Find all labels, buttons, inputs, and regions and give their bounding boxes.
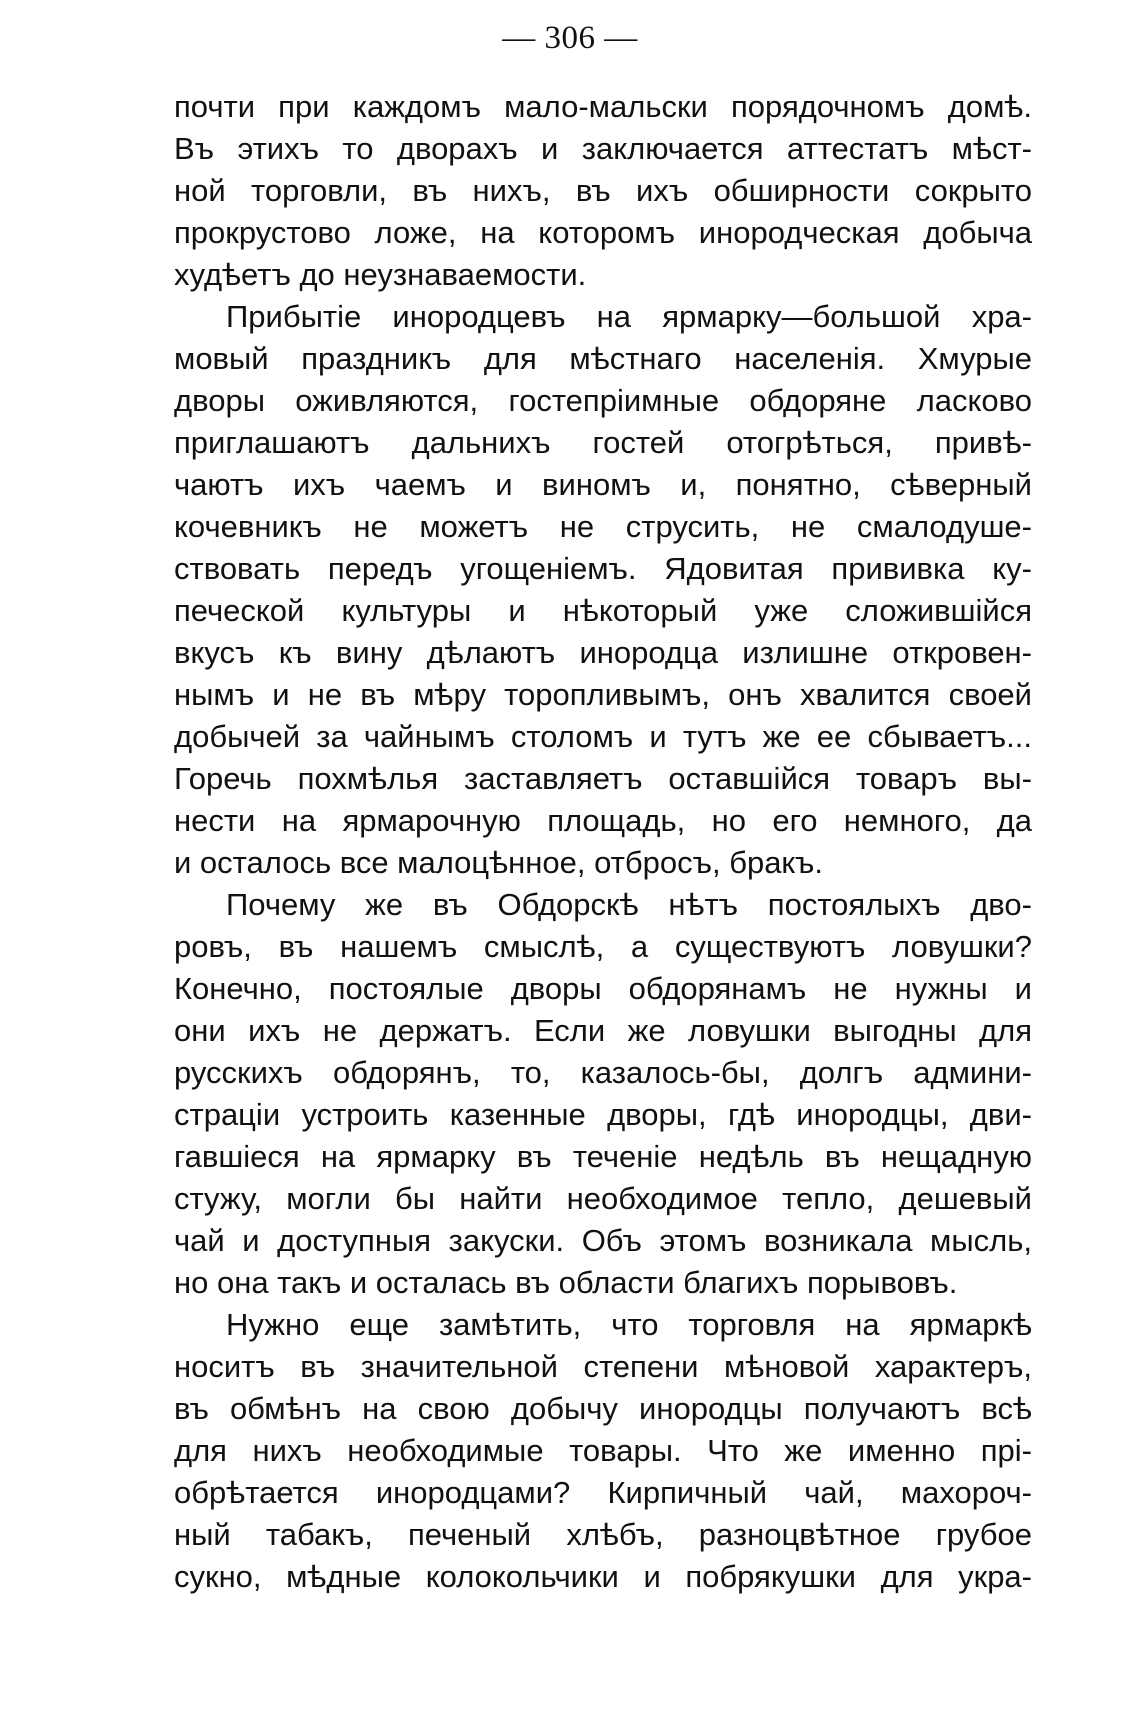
text-line: они ихъ не держатъ. Если же ловушки выгодны для [174,1013,1032,1048]
text-line: сукно, мѣдные колокольчики и побрякушки для укра- [174,1559,1032,1594]
text-line: кочевникъ не можетъ не струсить, не смалодуше- [174,509,1032,544]
paragraph-3 [174,884,1032,1304]
text-line: Нужно еще замѣтить, что торговля на ярмаркѣ [226,1307,1032,1342]
text-line: въ обмѣнъ на свою добычу инородцы получаютъ всѣ [174,1391,1032,1426]
text-line: прокрустово ложе, на которомъ инородческая добыча [174,215,1032,250]
text-line: вкусъ къ вину дѣлаютъ инородца излишне откровен- [174,635,1032,670]
text-line: носитъ въ значительной степени мѣновой характеръ, [174,1349,1032,1384]
text-line: ной торговли, въ нихъ, въ ихъ обширности сокрыто [174,173,1032,208]
text-line: нымъ и не въ мѣру торопливымъ, онъ хвалится своей [174,677,1032,712]
text-line: Въ этихъ то дворахъ и заключается аттестатъ мѣст- [174,131,1032,166]
text-line: приглашаютъ дальнихъ гостей отогрѣться, привѣ- [174,425,1032,460]
text-line: ствовать передъ угощеніемъ. Ядовитая прививка ку- [174,551,1032,586]
paragraph-4 [174,1304,1032,1598]
text-line: нести на ярмарочную площадь, но его немного, да [174,803,1032,838]
text-line: но она такъ и осталась въ области благихъ порывовъ. [174,1265,958,1300]
text-line: гавшіеся на ярмарку въ теченіе недѣль въ нещадную [174,1139,1032,1174]
text-line: дворы оживляются, гостепріимные обдоряне ласково [174,383,1032,418]
paragraph-2 [174,296,1032,884]
page-number: — 306 — [502,20,638,56]
text-line: чаютъ ихъ чаемъ и виномъ и, понятно, сѣверный [174,467,1032,502]
text-line: и осталось все малоцѣнное, отбросъ, бракъ. [174,845,823,880]
text-line: почти при каждомъ мало-мальски порядочномъ домѣ. [174,89,1032,124]
text-line: стужу, могли бы найти необходимое тепло, дешевый [174,1181,1032,1216]
text-line: добычей за чайнымъ столомъ и тутъ же ее сбываетъ... [174,719,1032,754]
text-line: Почему же въ Обдорскѣ нѣтъ постоялыхъ дво- [226,887,1032,922]
text-line: печеской культуры и нѣкоторый уже сложившійся [174,593,1032,628]
text-line: для нихъ необходимые товары. Что же именно прі- [174,1433,1032,1468]
body-text [174,86,1032,1598]
text-line: чай и доступныя закуски. Объ этомъ возникала мысль, [174,1223,1032,1258]
text-line: ный табакъ, печеный хлѣбъ, разноцвѣтное грубое [174,1517,1032,1552]
text-line: ровъ, въ нашемъ смыслѣ, а существуютъ ловушки? [174,929,1032,964]
text-line: худѣетъ до неузнаваемости. [174,257,587,292]
text-line: Конечно, постоялые дворы обдорянамъ не нужны и [174,971,1032,1006]
paragraph-1 [174,86,1032,296]
text-line: русскихъ обдорянъ, то, казалось-бы, долгъ админи- [174,1055,1032,1090]
text-line: Горечь похмѣлья заставляетъ оставшійся товаръ вы- [174,761,1032,796]
text-line: страціи устроить казенные дворы, гдѣ инородцы, дви- [174,1097,1032,1132]
text-line: обрѣтается инородцами? Кирпичный чай, махороч- [174,1475,1032,1510]
text-line: Прибытіе инородцевъ на ярмарку—большой хра- [226,299,1032,334]
text-line: мовый праздникъ для мѣстнаго населенія. Хмурые [174,341,1032,376]
